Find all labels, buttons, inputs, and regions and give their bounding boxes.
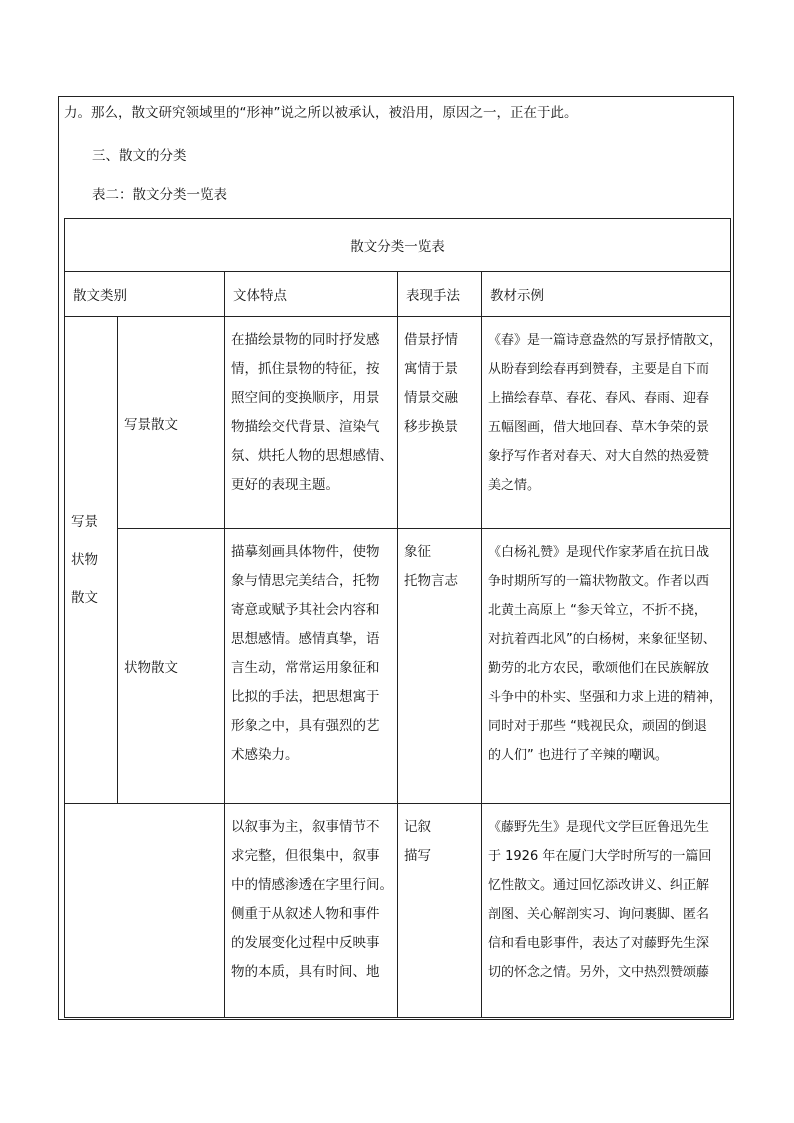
header-examples: 教材示例: [482, 272, 731, 317]
table-row: [65, 529, 731, 804]
text-line: 写景: [71, 514, 98, 530]
features-cell: [225, 317, 398, 529]
text-line: 求完整，但很集中，叙事: [231, 848, 380, 864]
text-line: 更好的表现主题。: [231, 477, 339, 493]
text-line: 氛、烘托人物的思想感情、: [231, 448, 393, 464]
methods-cell: [398, 317, 482, 529]
paragraph-continuation: 力。那么，散文研究领域里的“形神”说之所以被承认，被沿用，原因之一，正在于此。: [64, 105, 578, 121]
example-cell: [482, 804, 731, 1018]
text-line: 北黄土高原上 “参天耸立，不折不挠，: [488, 603, 707, 618]
table-row: [65, 804, 731, 1018]
text-line: 物描绘交代背景、渲染气: [231, 419, 380, 435]
text-line: 同时对于那些 “贱视民众，顽固的倒退: [488, 719, 707, 734]
text-line: 在描绘景物的同时抒发感: [231, 332, 380, 348]
text-line: 物的本质，具有时间、地: [231, 964, 380, 980]
text-line: 对抗着西北风”的白杨树，来象征坚韧、: [488, 632, 716, 647]
header-category: 散文类别: [65, 272, 225, 317]
text-line: 切的怀念之情。另外，文中热烈赞颂藤: [488, 965, 710, 980]
table-caption: 表二：散文分类一览表: [92, 187, 227, 203]
text-line: 的人们” 也进行了辛辣的嘲讽。: [488, 748, 668, 763]
text-line: 描写: [404, 848, 431, 864]
features-cell: [225, 804, 398, 1018]
text-line: 比拟的手法，把思想寓于: [231, 689, 380, 705]
text-line: 思想感情。感情真挚，语: [231, 631, 380, 647]
text-line: 记叙: [404, 819, 431, 835]
text-line: 《春》是一篇诗意盎然的写景抒情散文，: [488, 333, 723, 348]
text-line: 信和看电影事件，表达了对藤野先生深: [488, 936, 710, 951]
text-line: 借景抒情: [404, 332, 458, 348]
table-title-row: [65, 219, 731, 272]
category-cell-empty: [65, 804, 225, 1018]
table-row: [65, 317, 731, 529]
text-line: 托物言志: [404, 573, 458, 589]
text-line: 剖图、关心解剖实习、询问裹脚、匿名: [488, 907, 710, 922]
text-line: 《藤野先生》是现代文学巨匠鲁迅先生: [488, 820, 710, 835]
text-line: 忆性散文。通过回忆添改讲义、纠正解: [488, 878, 710, 893]
text-line: 五幅图画，借大地回春、草木争荣的景: [488, 420, 710, 435]
text-line: 争时期所写的一篇状物散文。作者以西: [488, 574, 710, 589]
text-line: 寓情于景: [404, 361, 458, 377]
features-cell: [225, 529, 398, 804]
text-line: 从盼春到绘春再到赞春，主要是自下而: [488, 362, 710, 377]
group-label-scenery-object: [65, 317, 118, 804]
text-line: 的发展变化过程中反映事: [231, 935, 380, 951]
text-line: 象抒写作者对春天、对大自然的热爱赞: [488, 449, 710, 464]
header-features: 文体特点: [225, 272, 398, 317]
text-line: 散文: [71, 590, 98, 606]
text-line: 于 1926 年在厦门大学时所写的一篇回: [488, 849, 712, 864]
text-line: 美之情。: [488, 478, 541, 493]
text-line: 中的情感渗透在字里行间。: [231, 877, 393, 893]
text-line: 上描绘春草、春花、春风、春雨、迎春: [488, 391, 710, 406]
text-line: 形象之中，具有强烈的艺: [231, 718, 380, 734]
text-line: 象征: [404, 544, 431, 560]
text-line: 象与情思完美结合，托物: [231, 573, 380, 589]
subtype-scenery: 写景散文: [118, 317, 225, 529]
text-line: 寄意或赋予其社会内容和: [231, 602, 380, 618]
text-line: 照空间的变换顺序，用景: [231, 390, 380, 406]
classification-table: [64, 218, 730, 1018]
section-heading: 三、散文的分类: [92, 148, 187, 164]
text-line: 状物: [71, 552, 98, 568]
text-line: 以叙事为主，叙事情节不: [231, 819, 380, 835]
text-line: 言生动，常常运用象征和: [231, 660, 380, 676]
text-line: 术感染力。: [231, 747, 299, 763]
example-cell: [482, 529, 731, 804]
text-line: 移步换景: [404, 419, 458, 435]
example-cell: [482, 317, 731, 529]
subtype-object: 状物散文: [118, 529, 225, 804]
text-line: 情景交融: [404, 390, 458, 406]
table-header-row: [65, 272, 731, 317]
table-title: 散文分类一览表: [65, 219, 731, 272]
methods-cell: [398, 804, 482, 1018]
methods-cell: [398, 529, 482, 804]
text-line: 情，抓住景物的特征，按: [231, 361, 380, 377]
header-methods: 表现手法: [398, 272, 482, 317]
text-line: 《白杨礼赞》是现代作家茅盾在抗日战: [488, 545, 710, 560]
text-line: 描摹刻画具体物件，使物: [231, 544, 380, 560]
text-line: 斗争中的朴实、坚强和力求上进的精神，: [488, 690, 723, 705]
text-line: 勤劳的北方农民，歌颂他们在民族解放: [488, 661, 710, 676]
text-line: 侧重于从叙述人物和事件: [231, 906, 380, 922]
